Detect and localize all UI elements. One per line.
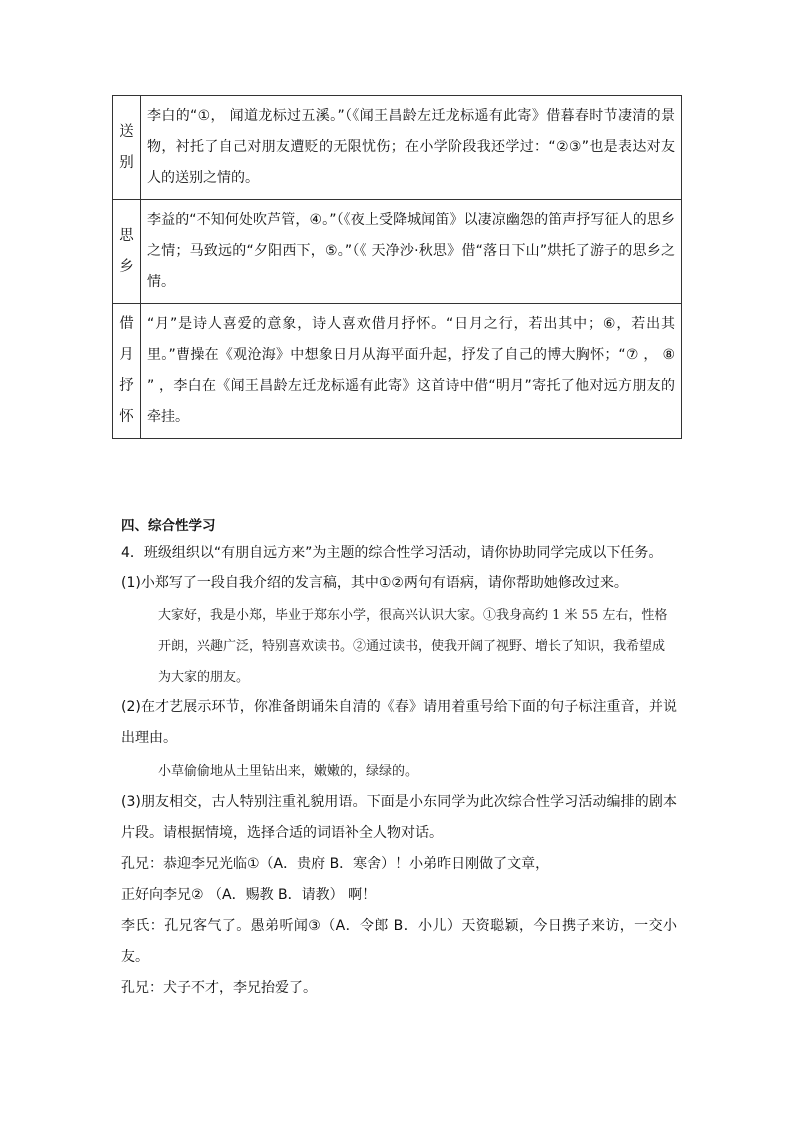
section-title: 四、综合性学习 [121, 518, 216, 534]
row-content-cell [141, 96, 682, 200]
table-row [113, 96, 682, 200]
row-content: 李白的“①， 闻道龙标过五溪。”（《闻王昌龄左迁龙标遥有此寄》借暮春时节凄清的景物，衬托了自己对朋友遭贬的无限忧伤；在小学阶段我还学过：“②③”也是表达对友人的送别之情的。 [147, 108, 675, 186]
question-4-3: (3)朋友相交，古人特别注重礼貌用语。下面是小东同学为此次综合性学习活动编排的剧本片段。请根据情境，选择合适的词语补全人物对话。 [121, 794, 677, 841]
dialog-line: 孔兄：犬子不才，李兄抬爱了。 [121, 980, 317, 996]
row-content-cell [141, 304, 682, 439]
row-content: 李益的“不知何处吹芦管，④。”（《夜上受降城闻笛》以凄凉幽怨的笛声抒写征人的思乡之情；马致远的“夕阳西下，⑤。”（《 天净沙·秋思》借“落日下山”烘托了游子的思乡之情。 [147, 212, 675, 290]
row-content: “月”是诗人喜爱的意象，诗人喜欢借月抒怀。“日月之行，若出其中；⑥，若出其里。”曹操在《观沧海》中想象日月从海平面升起，抒发了自己的博大胸怀；“⑦ ， ⑧ ” ，李白在《闻王昌龄左迁龙标遥有此寄》这首诗中借“明月”寄托了他对远方朋友的牵挂。 [147, 316, 675, 425]
table-row [113, 200, 682, 304]
recitation-sentence: 小草偷偷地从土里钻出来，嫩嫩的，绿绿的。 [158, 764, 419, 779]
question-4: 4．班级组织以“有朋自远方来”为主题的综合性学习活动，请你协助同学完成以下任务。 [121, 545, 663, 561]
question-4-1: (1)小郑写了一段自我介绍的发言稿，其中①②两句有语病，请你帮助她修改过来。 [121, 575, 628, 591]
speech-draft: 大家好，我是小郑，毕业于郑东小学，很高兴认识大家。①我身高约 1 米 55 左右，性格开朗，兴趣广泛，特别喜欢读书。②通过读书，使我开阔了视野、增长了知识，我希望成为大家的朋友。 [158, 608, 668, 685]
question-4-2: (2)在才艺展示环节，你准备朗诵朱自清的《春》请用着重号给下面的句子标注重音，并说出理由。 [121, 699, 677, 746]
poem-theme-table [112, 95, 682, 439]
row-label-cell [113, 304, 141, 439]
row-label: 借月抒怀 [119, 316, 134, 425]
row-label-cell [113, 96, 141, 200]
table-row [113, 304, 682, 439]
dialog-line: 正好向李兄② （A．赐教 B．请教） 啊！ [121, 887, 377, 903]
row-label: 送别 [119, 123, 134, 171]
dialog-line: 李氏：孔兄客气了。愚弟听闻③（A．令郎 B．小儿）天资聪颖，今日携子来访，一交小友。 [121, 918, 677, 965]
dialog-line: 孔兄：恭迎李兄光临①（A．贵府 B．寒舍）！小弟昨日刚做了文章， [121, 856, 550, 872]
row-label: 思乡 [119, 227, 134, 275]
row-content-cell [141, 200, 682, 304]
row-label-cell [113, 200, 141, 304]
